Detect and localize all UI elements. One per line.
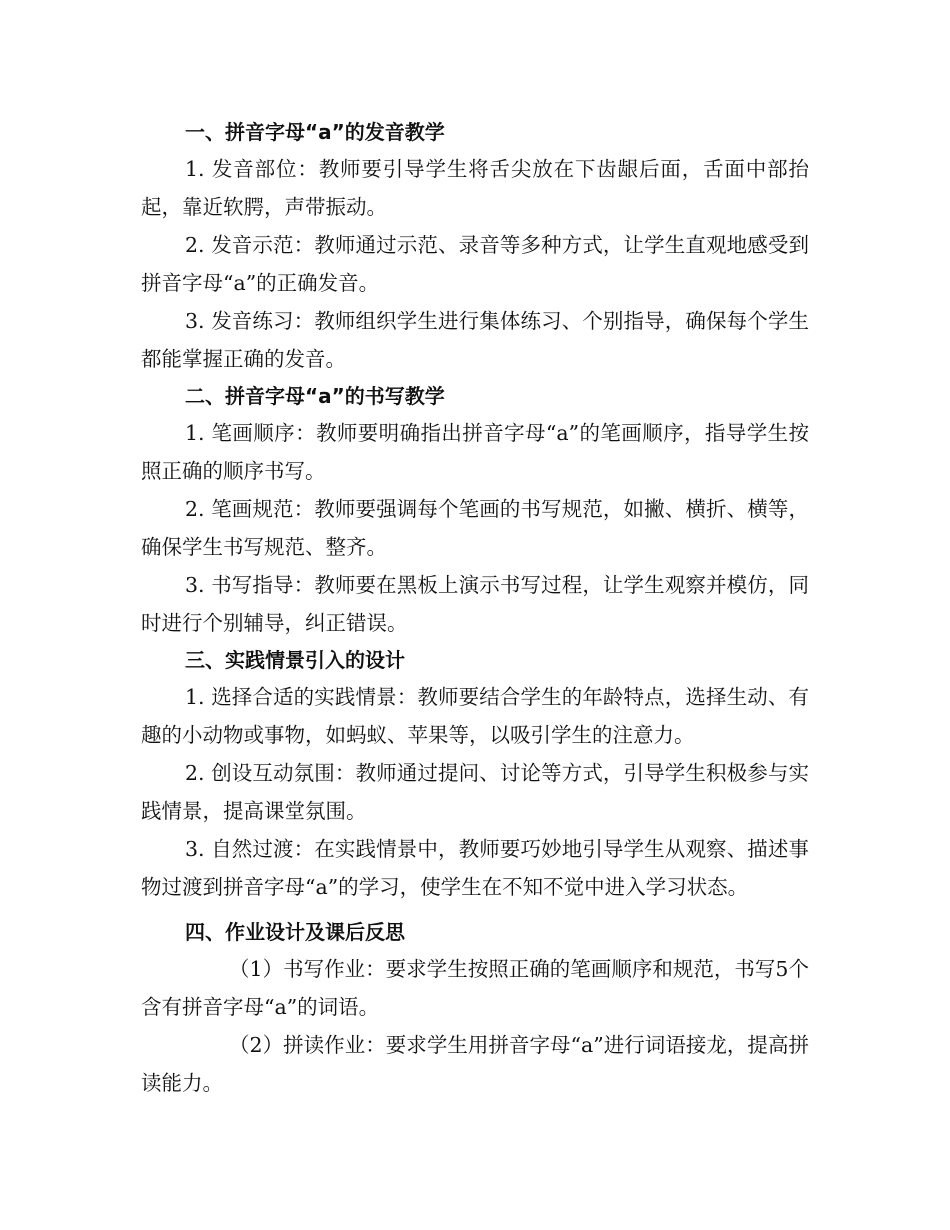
document-body [141, 112, 809, 1102]
section-writing [141, 378, 809, 642]
section-heading: 三、实践情景引入的设计 [185, 648, 405, 672]
paragraph: （1）书写作业：要求学生按照正确的笔画顺序和规范，书写5个含有拼音字母“a”的词语。 [141, 957, 809, 1019]
paragraph: （2）拼读作业：要求学生用拼音字母“a”进行词语接龙，提高拼读能力。 [141, 1033, 809, 1095]
section-practice-scenario [141, 642, 809, 906]
paragraph: 3. 发音练习：教师组织学生进行集体练习、个别指导，确保每个学生都能掌握正确的发音。 [141, 309, 809, 371]
paragraph: 1. 笔画顺序：教师要明确指出拼音字母“a”的笔画顺序，指导学生按照正确的顺序书写。 [141, 421, 809, 483]
section-heading: 二、拼音字母“a”的书写教学 [185, 384, 445, 408]
section-homework [141, 914, 809, 1102]
section-heading: 四、作业设计及课后反思 [185, 920, 405, 944]
section-pronunciation [141, 114, 809, 378]
paragraph: 2. 创设互动氛围：教师通过提问、讨论等方式，引导学生积极参与实践情景，提高课堂氛围。 [141, 761, 809, 823]
paragraph: 3. 书写指导：教师要在黑板上演示书写过程，让学生观察并模仿，同时进行个别辅导，纠正错误。 [141, 573, 809, 635]
paragraph: 2. 发音示范：教师通过示范、录音等多种方式，让学生直观地感受到拼音字母“a”的正确发音。 [141, 233, 809, 295]
paragraph: 1. 发音部位：教师要引导学生将舌尖放在下齿龈后面，舌面中部抬起，靠近软腭，声带振动。 [141, 157, 809, 219]
paragraph: 3. 自然过渡：在实践情景中，教师要巧妙地引导学生从观察、描述事物过渡到拼音字母“a”的学习，使学生在不知不觉中进入学习状态。 [141, 837, 809, 899]
section-heading: 一、拼音字母“a”的发音教学 [185, 120, 445, 144]
paragraph: 1. 选择合适的实践情景：教师要结合学生的年龄特点，选择生动、有趣的小动物或事物，如蚂蚁、苹果等，以吸引学生的注意力。 [141, 685, 809, 747]
paragraph: 2. 笔画规范：教师要强调每个笔画的书写规范，如撇、横折、横等，确保学生书写规范、整齐。 [141, 497, 809, 559]
